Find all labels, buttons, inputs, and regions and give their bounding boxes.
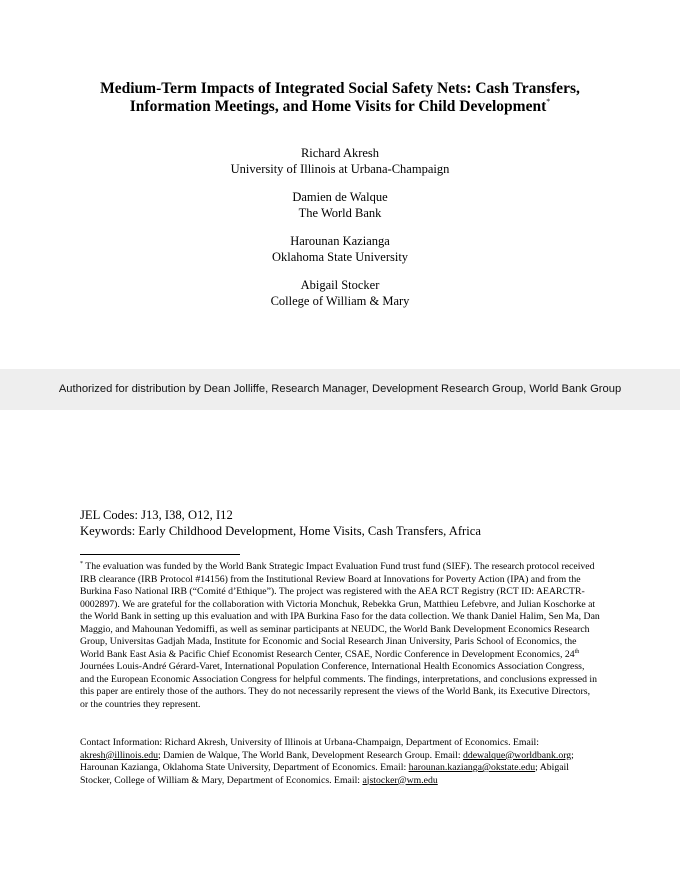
distribution-banner: Authorized for distribution by Dean Jolliffe, Research Manager, Development Research Group, World Bank Group	[0, 369, 680, 410]
paper-title	[60, 80, 620, 116]
author-name: Richard Akresh	[300, 146, 380, 160]
footnote-mark: *	[80, 561, 83, 567]
title-line-1: Medium-Term Impacts of Integrated Social Safety Nets: Cash Transfers,	[100, 80, 580, 97]
author-affiliation: The World Bank	[298, 205, 382, 220]
author-block	[100, 234, 580, 265]
contact-text: ; Harounan Kazianga, Oklahoma State University, Department of Economics. Email:	[80, 749, 574, 773]
contact-information	[80, 737, 600, 787]
footnote-text-continued: Journées Louis-André Gérard-Varet, International Population Conference, International Health Economics Association Congress, and the European Economic Association Congress for helpful comments. The findings, interpretations, and conclusions expressed in this paper are entirely those of the authors. They do not necessarily represent the views of the World Bank, its Executive Directors, or the countries they represent.	[80, 661, 597, 710]
contact-text: Contact Information: Richard Akresh, University of Illinois at Urbana-Champaign, Department of Economics. Email:	[80, 737, 539, 748]
author-block	[100, 278, 580, 309]
acknowledgement-footnote	[80, 561, 600, 711]
author-affiliation: Oklahoma State University	[271, 249, 409, 264]
contact-text: ; Abigail Stocker, College of William & Mary, Department of Economics. Email:	[80, 762, 569, 786]
contact-text: ; Damien de Walque, The World Bank, Development Research Group. Email:	[158, 749, 463, 761]
email-link-dewalque[interactable]: ddewalque@worldbank.org	[462, 749, 572, 761]
title-footnote-mark: *	[546, 97, 551, 106]
author-affiliation: College of William & Mary	[270, 293, 410, 308]
author-block	[100, 190, 580, 221]
keywords: Keywords: Early Childhood Development, Home Visits, Cash Transfers, Africa	[80, 523, 481, 538]
footnote-text: The evaluation was funded by the World Bank Strategic Impact Evaluation Fund trust fund (SIEF). The research protocol received IRB clearance (IRB Protocol #14156) from the Institutional Review Board at Innovations for Poverty Action (IPA) and from the Burkina Faso National IRB (“Comité d’Ethique”). The project was registered with the AEA RCT Registry (RCT ID: AEARCTR-0002897). We are grateful for the collaboration with Victoria Monchuk, Rebekka Grun, Matthieu Lefebvre, and Julian Koschorke at the World Bank in setting up this evaluation and with IPA Burkina Faso for the data collection. We thank Daniel Halim, Sen Ma, Dan Maggio, and Mahounan Yedomiffi, as well as seminar participants at NEUDC, the World Bank Development Economics Research Group, Universitas Gadjah Mada, Institute for Economic and Social Research Jinan University, Paris School of Economics, the World Bank East Asia & Pacific Chief Economist Research Center, CSAE, Nordic Conference in Development Economics, 24	[80, 561, 600, 660]
email-link-stocker[interactable]: ajstocker@wm.edu	[362, 774, 438, 786]
codes-block	[80, 508, 640, 539]
author-name: Abigail Stocker	[300, 278, 380, 292]
email-link-akresh[interactable]: akresh@illinois.edu	[80, 749, 159, 761]
email-link-kazianga[interactable]: harounan.kazianga@okstate.edu	[408, 762, 536, 773]
title-line-2: Information Meetings, and Home Visits for Child Development	[129, 98, 547, 115]
footnote-superscript: th	[574, 648, 580, 655]
author-block	[100, 146, 580, 177]
author-name: Harounan Kazianga	[290, 234, 390, 248]
jel-codes: JEL Codes: J13, I38, O12, I12	[80, 508, 233, 522]
footnote-divider	[80, 554, 240, 555]
author-affiliation: University of Illinois at Urbana-Champaign	[230, 161, 450, 176]
author-name: Damien de Walque	[292, 190, 388, 204]
